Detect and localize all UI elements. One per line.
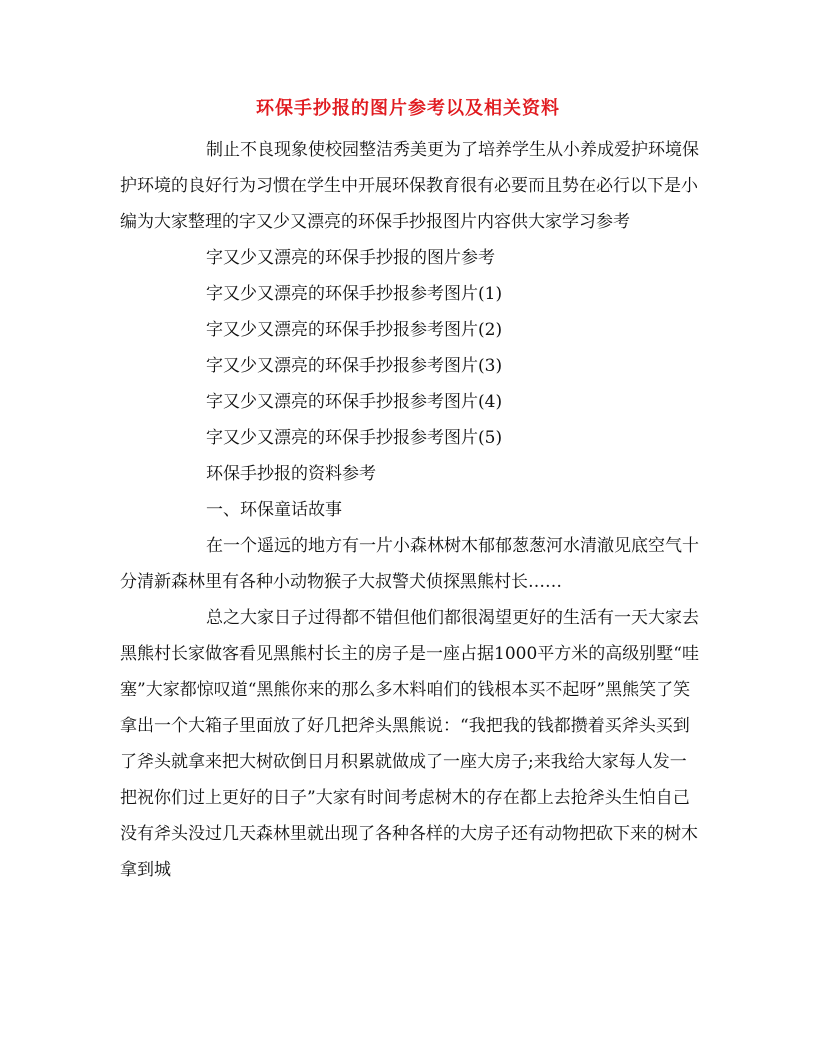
section-heading-materials: 环保手抄报的资料参考 (206, 464, 376, 484)
image-caption-3: 字又少又漂亮的环保手抄报参考图片(3) (206, 356, 503, 376)
story-heading: 一、环保童话故事 (206, 500, 342, 520)
document-title: 环保手抄报的图片参考以及相关资料 (256, 98, 560, 119)
intro-paragraph: 制止不良现象使校园整洁秀美更为了培养学生从小养成爱护环境保护环境的良好行为习惯在学生中开展环保教育很有必要而且势在必行以下是小编为大家整理的字又少又漂亮的环保手抄报图片内容供大家学习参考 (120, 140, 699, 232)
image-caption-1: 字又少又漂亮的环保手抄报参考图片(1) (206, 284, 503, 304)
story-paragraph-1: 在一个遥远的地方有一片小森林树木郁郁葱葱河水清澈见底空气十分清新森林里有各种小动物猴子大叔警犬侦探黑熊村长…… (120, 536, 699, 592)
image-caption-2: 字又少又漂亮的环保手抄报参考图片(2) (206, 320, 503, 340)
image-caption-5: 字又少又漂亮的环保手抄报参考图片(5) (206, 428, 503, 448)
image-caption-4: 字又少又漂亮的环保手抄报参考图片(4) (206, 392, 503, 412)
section-heading-images: 字又少又漂亮的环保手抄报的图片参考 (206, 248, 495, 268)
document-body (120, 132, 700, 888)
story-paragraph-2: 总之大家日子过得都不错但他们都很渴望更好的生活有一天大家去黑熊村长家做客看见黑熊村长主的房子是一座占据1000平方米的高级别墅“哇塞”大家都惊叹道“黑熊你来的那么多木料咱们的钱根本买不起呀”黑熊笑了笑拿出一个大箱子里面放了好几把斧头黑熊说：“我把我的钱都攒着买斧头买到了斧头就拿来把大树砍倒日月积累就做成了一座大房子;来我给大家每人发一把祝你们过上更好的日子”大家有时间考虑树木的存在都上去抢斧头生怕自己没有斧头没过几天森林里就出现了各种各样的大房子还有动物把砍下来的树木拿到城 (120, 608, 699, 880)
